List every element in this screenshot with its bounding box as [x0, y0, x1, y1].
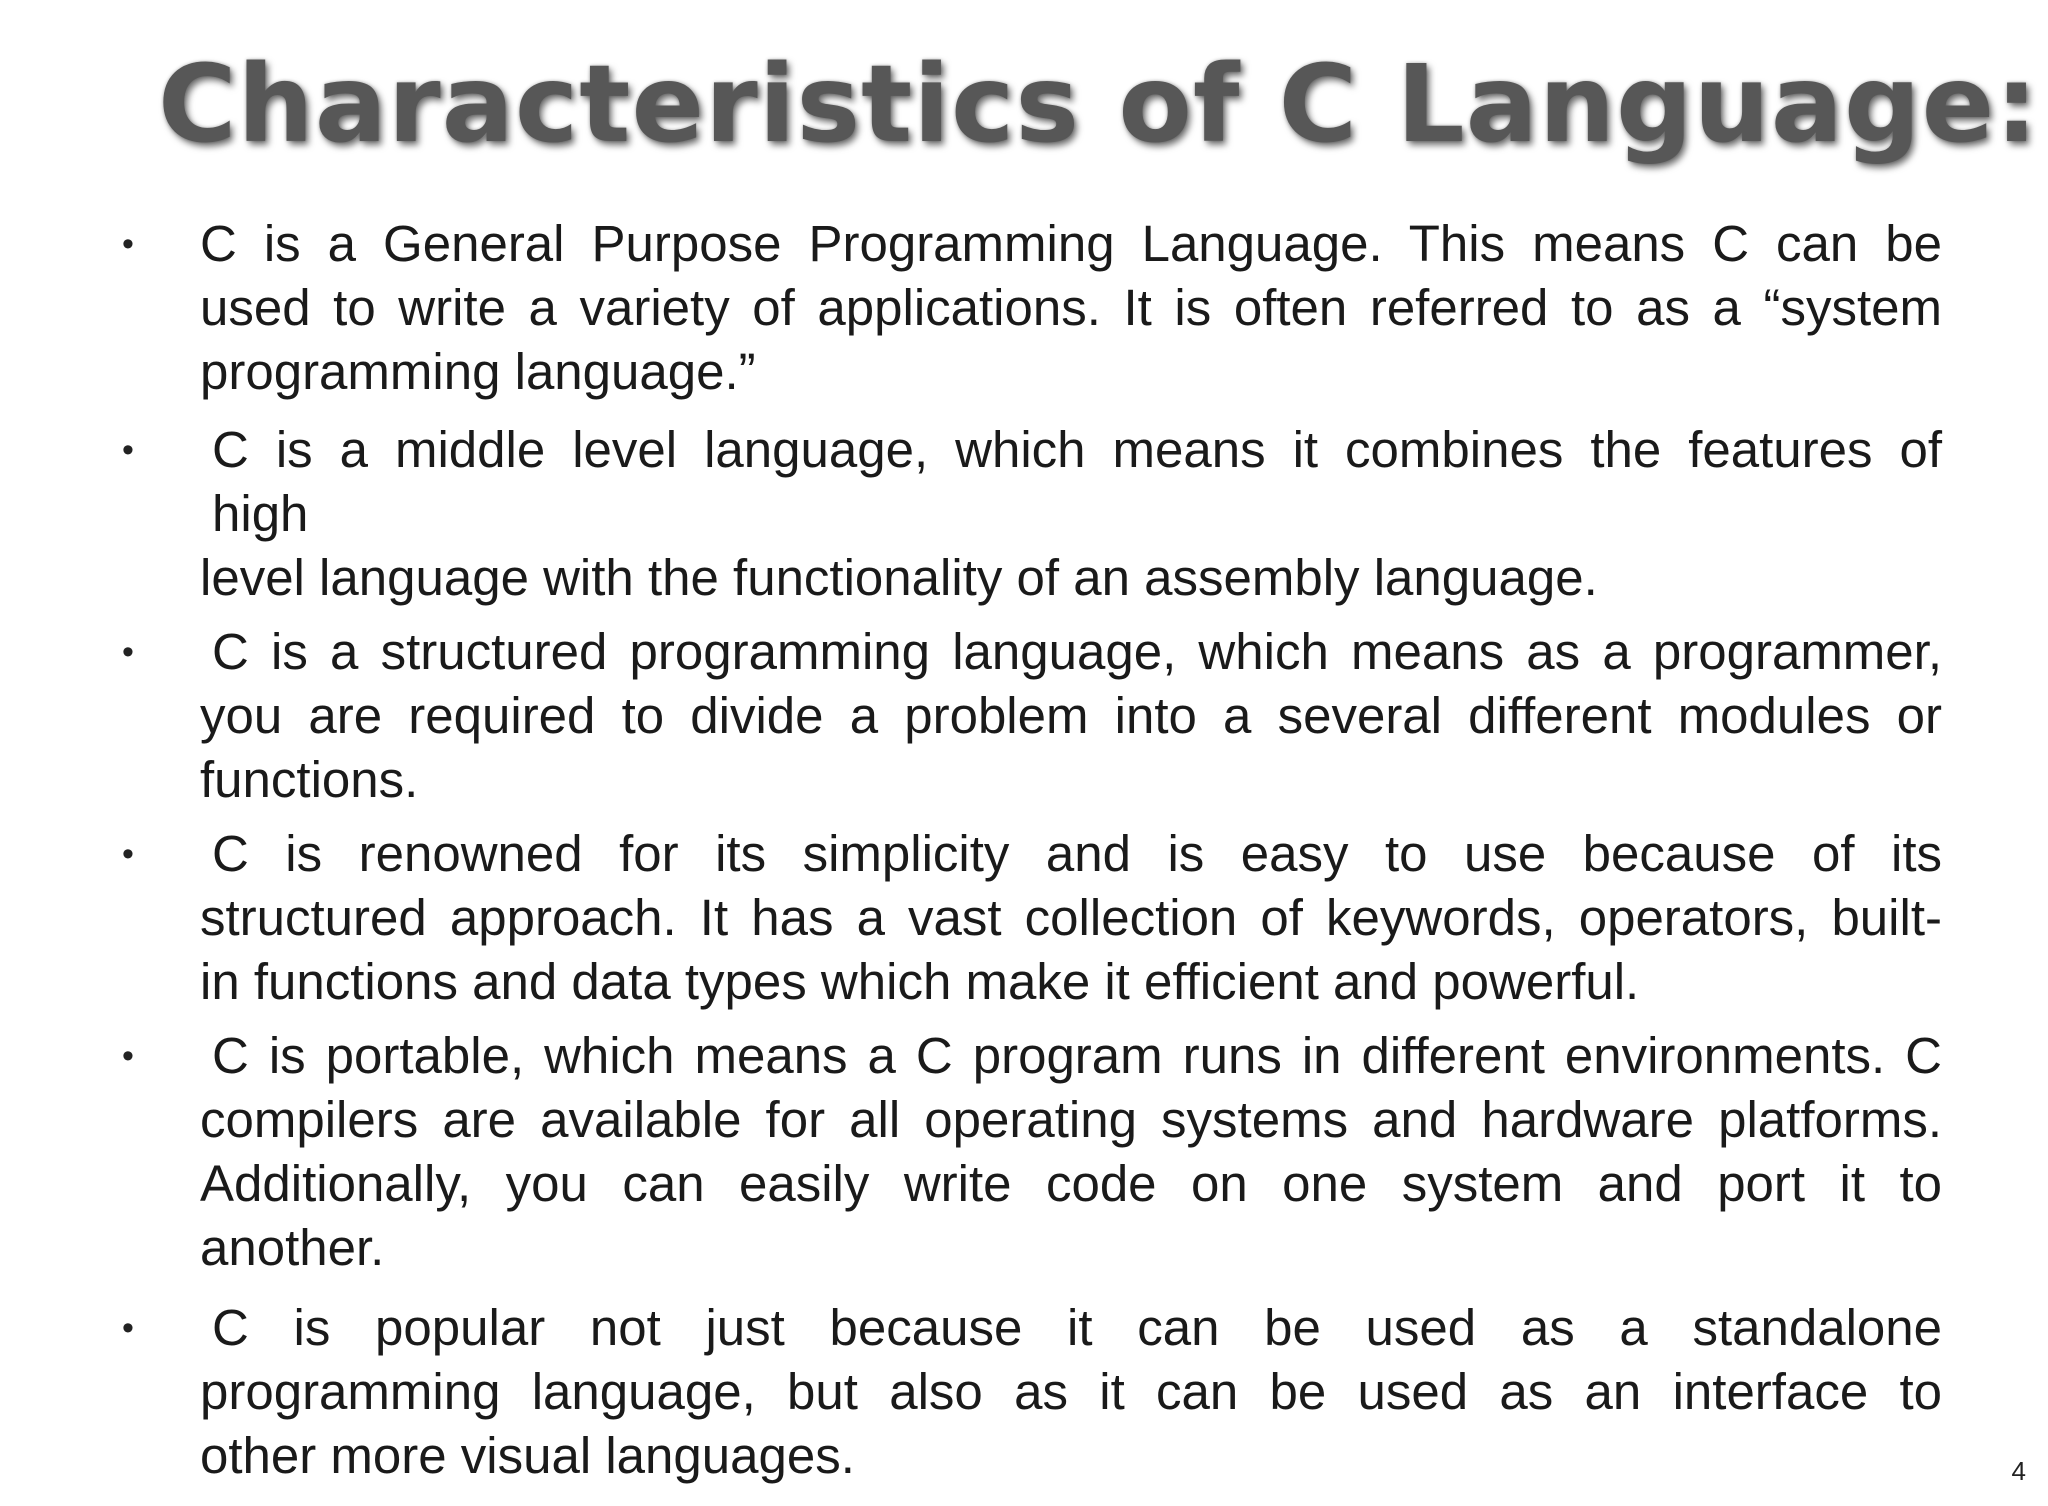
bullet-line: C is a middle level language, which means it combines the features of	[212, 421, 1942, 478]
page-number: 4	[2011, 1456, 2026, 1486]
bullet-line: structured approach. It has a vast collection of keywords, operators, built-	[200, 889, 1942, 946]
bullet-line: C is a General Purpose Programming Language. This means C can be	[200, 215, 1942, 272]
bullet-line: functions.	[200, 751, 419, 808]
bullet-line: in functions and data types which make it efficient and powerful.	[200, 953, 1640, 1010]
bullet-text	[200, 822, 1942, 1014]
bullet-line: another.	[200, 1219, 385, 1276]
bullet-icon: •	[122, 633, 134, 671]
bullet-icon: •	[122, 1037, 134, 1075]
bullet-line: programming language, but also as it can be used as an interface to	[200, 1363, 1942, 1420]
bullet-line: C is a structured programming language, which means as a programmer,	[212, 623, 1942, 680]
bullet-text	[200, 1296, 1942, 1488]
bullet-line: used to write a variety of applications. It is often referred to as a “system	[200, 279, 1942, 336]
bullet-icon: •	[122, 225, 134, 263]
bullet-icon: •	[122, 835, 134, 873]
bullet-line: level language with the functionality of an assembly language.	[200, 549, 1598, 606]
bullet-line: you are required to divide a problem into a several different modules or	[200, 687, 1942, 744]
bullet-line: Additionally, you can easily write code on one system and port it to	[200, 1155, 1942, 1212]
bullet-text	[200, 1024, 1942, 1280]
bullet-line: programming language.”	[200, 343, 756, 400]
bullet-line: other more visual languages.	[200, 1427, 855, 1484]
bullet-line: C is renowned for its simplicity and is easy to use because of its	[212, 825, 1942, 882]
bullet-line: C is popular not just because it can be used as a standalone	[212, 1299, 1942, 1356]
bullet-line: high	[212, 485, 309, 542]
bullet-icon: •	[122, 431, 134, 469]
bullet-line: C is portable, which means a C program runs in different environments. C	[212, 1027, 1942, 1084]
bullet-icon: •	[122, 1309, 134, 1347]
bullet-line: compilers are available for all operating systems and hardware platforms.	[200, 1091, 1942, 1148]
slide-title: Characteristics of C Language:	[158, 43, 2039, 167]
bullet-text	[200, 212, 1942, 404]
bullet-text	[200, 418, 1942, 610]
bullet-text	[200, 620, 1942, 812]
